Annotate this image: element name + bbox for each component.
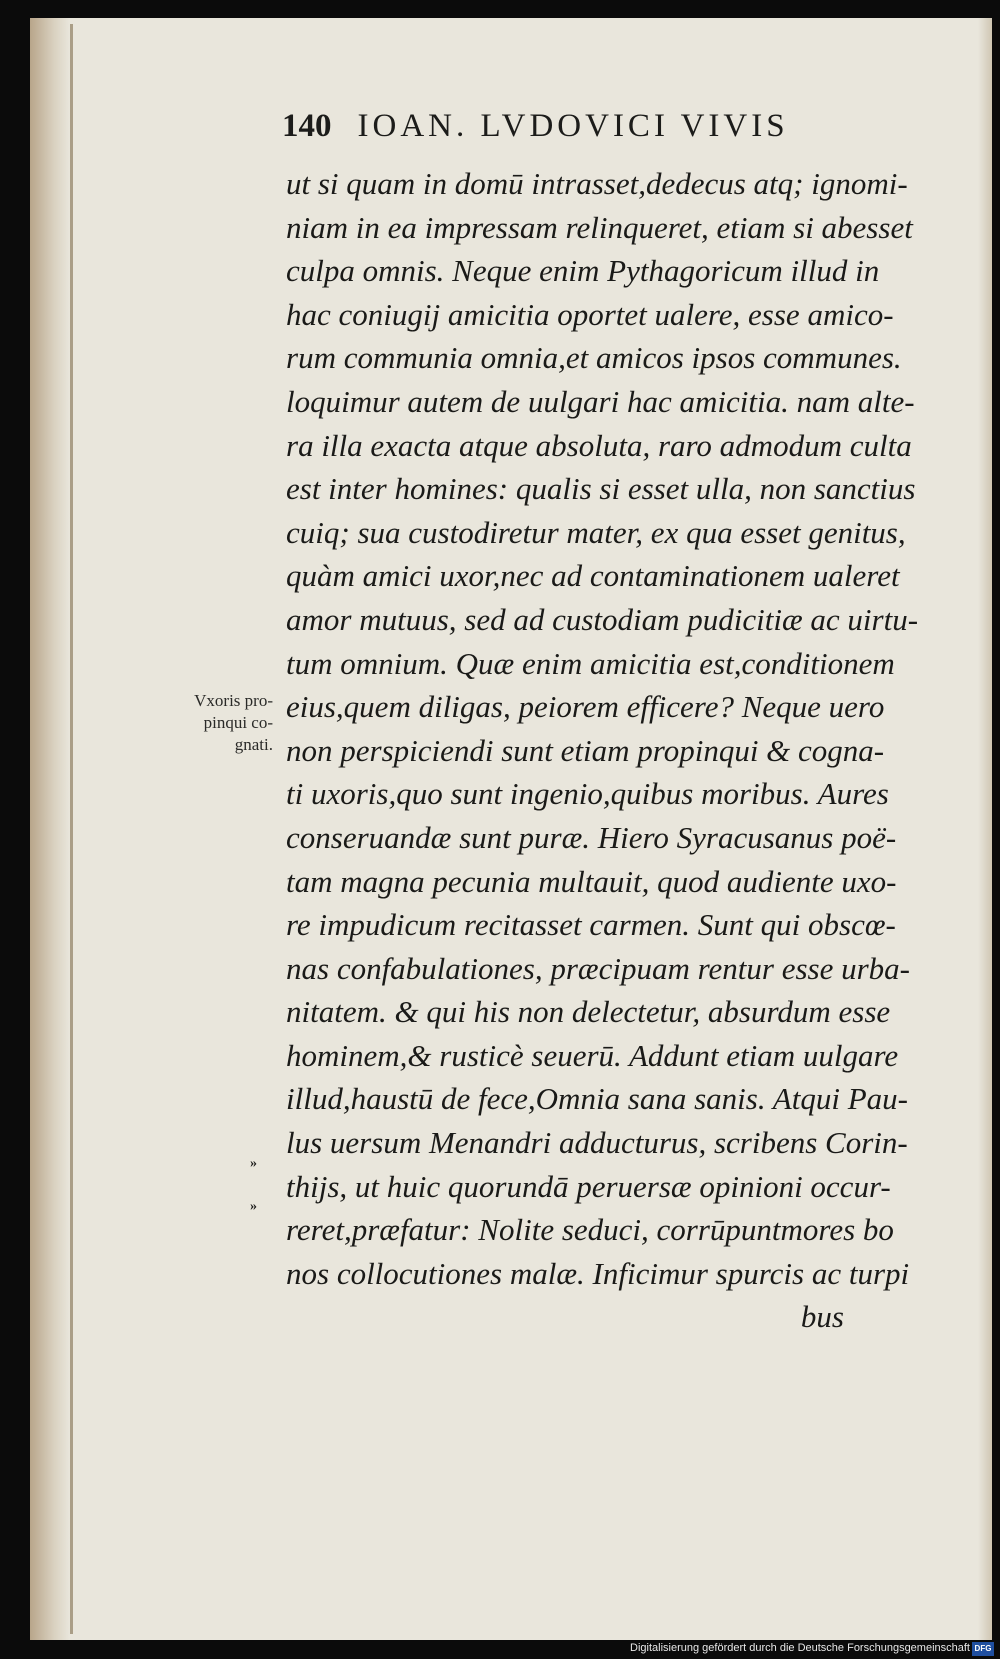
text-line: loquimur autem de uulgari hac amicitia. nam alte- bbox=[286, 383, 915, 419]
marginal-note-line: Vxoris pro- bbox=[194, 691, 273, 710]
page-gutter-line bbox=[70, 24, 73, 1634]
text-line: est inter homines: qualis si esset ulla, non sanctius bbox=[286, 471, 916, 507]
text-line: illud,haustū de fece,Omnia sana sanis. Atqui Pau- bbox=[286, 1081, 908, 1117]
text-line: re impudicum recitasset carmen. Sunt qui obscœ- bbox=[286, 907, 896, 943]
text-line: ti uxoris,quo sunt ingenio,quibus moribus. Aures bbox=[286, 776, 889, 812]
text-line: nas confabulationes, præcipuam rentur esse urba- bbox=[286, 950, 910, 986]
marginal-note bbox=[128, 690, 273, 756]
marginal-note-line: pinqui co- bbox=[203, 713, 273, 732]
text-line: eius,quem diligas, peiorem efficere? Neque uero bbox=[286, 689, 885, 725]
text-line: niam in ea impressam relinqueret, etiam si abesset bbox=[286, 209, 913, 245]
text-line: thijs, ut huic quorundā peruersæ opinioni occur- bbox=[286, 1168, 891, 1204]
running-head bbox=[282, 108, 872, 145]
text-line: nos collocutiones malæ. Inficimur spurcis ac turpi bbox=[286, 1255, 910, 1291]
text-line: lus uersum Menandri adducturus, scribens Corin- bbox=[286, 1125, 908, 1161]
running-head-title: IOAN. LVDOVICI VIVIS bbox=[357, 108, 789, 144]
marginal-note-line: gnati. bbox=[234, 735, 273, 754]
text-line: amor mutuus, sed ad custodiam pudicitiæ ac uirtu- bbox=[286, 601, 919, 637]
dfg-logo-icon: DFG bbox=[972, 1642, 994, 1656]
text-line: hac coniugij amicitia oportet ualere, esse amico- bbox=[286, 296, 894, 332]
text-line: cuiq; sua custodiretur mater, ex qua esset genitus, bbox=[286, 514, 906, 550]
quotation-marker: » bbox=[250, 1199, 257, 1214]
text-line: ra illa exacta atque absoluta, raro admodum culta bbox=[286, 427, 912, 463]
page-number: 140 bbox=[282, 108, 332, 144]
text-line: nitatem. & qui his non delectetur, absurdum esse bbox=[286, 994, 891, 1030]
text-line: ut si quam in domū intrasset,dedecus atq; ignomi- bbox=[286, 166, 908, 201]
catchword: bus bbox=[800, 1299, 844, 1335]
digitization-footer bbox=[0, 1640, 1000, 1659]
text-line: non perspiciendi sunt etiam propinqui & cogna- bbox=[286, 732, 885, 768]
quotation-marker: » bbox=[250, 1156, 257, 1171]
text-line: reret,præfatur: Nolite seduci, corrūpuntmores bo bbox=[286, 1212, 894, 1248]
text-line: rum communia omnia,et amicos ipsos communes. bbox=[286, 340, 902, 376]
text-line: tum omnium. Quæ enim amicitia est,conditionem bbox=[286, 645, 895, 681]
text-line: tam magna pecunia multauit, quod audiente uxo- bbox=[286, 863, 897, 899]
text-line: culpa omnis. Neque enim Pythagoricum illud in bbox=[286, 253, 880, 289]
text-line: conseruandæ sunt puræ. Hiero Syracusanus poë- bbox=[286, 819, 897, 855]
page-right-edge bbox=[978, 18, 992, 1640]
text-line: hominem,& rusticè seuerū. Addunt etiam uulgare bbox=[286, 1037, 899, 1073]
text-line: quàm amici uxor,nec ad contaminationem ualeret bbox=[286, 558, 900, 594]
funding-credit: Digitalisierung gefördert durch die Deutsche Forschungsgemeinschaft bbox=[630, 1642, 970, 1654]
page-left-edge bbox=[30, 18, 70, 1640]
body-text bbox=[286, 162, 919, 1339]
